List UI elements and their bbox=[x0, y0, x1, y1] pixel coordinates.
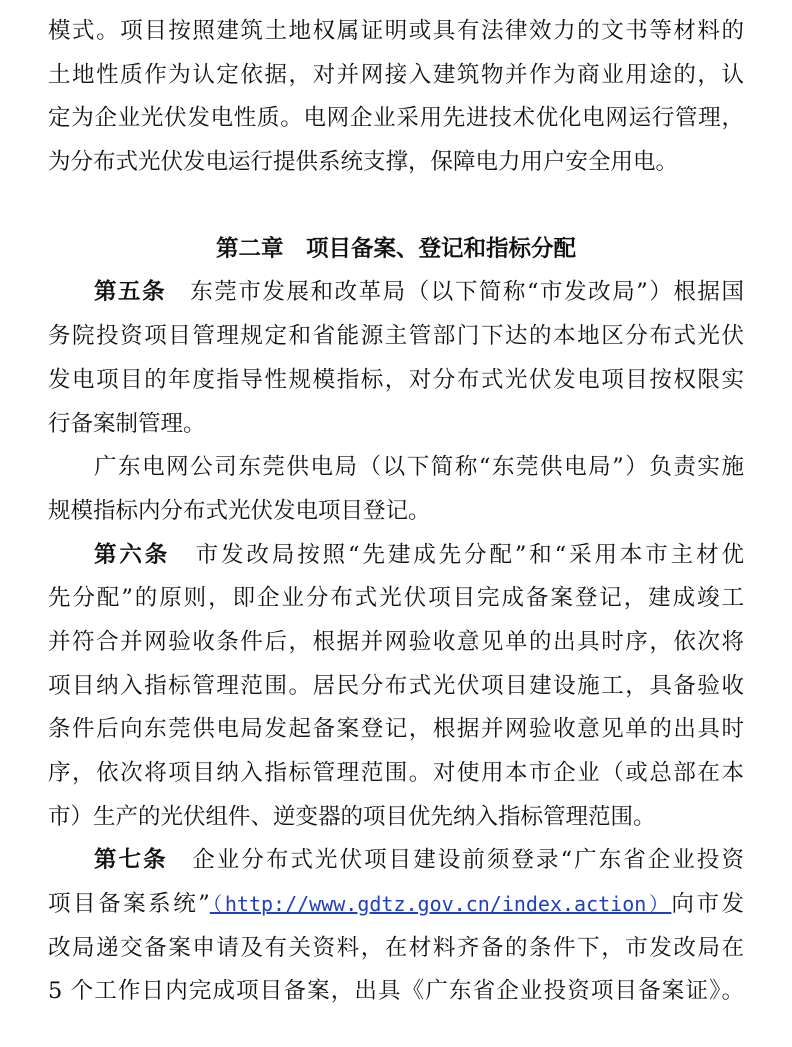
article-text: 市发改局按照“先建成先分配”和“采用本市主材优 bbox=[195, 541, 744, 568]
article-5 bbox=[48, 271, 744, 446]
text-line: 务院投资项目管理规定和省能源主管部门下达的本地区分布式光伏 bbox=[48, 323, 744, 350]
text-line: 改局递交备案申请及有关资料，在材料齐备的条件下，市发改局在 bbox=[48, 934, 744, 961]
article-text: 企业分布式光伏项目建设前须登录“广东省企业投资 bbox=[192, 847, 744, 874]
text-line: 并符合并网验收条件后，根据并网验收意见单的出具时序，依次将 bbox=[48, 628, 744, 655]
text-line bbox=[48, 883, 744, 927]
article-6 bbox=[48, 534, 744, 840]
text-line: 土地性质作为认定依据，对并网接入建筑物并作为商业用途的，认 bbox=[48, 61, 744, 88]
article-7 bbox=[48, 839, 744, 1014]
text-line: 5 个工作日内完成项目备案，出具《广东省企业投资项目备案证》。 bbox=[48, 978, 744, 1005]
text-line: 发电项目的年度指导性规模指标，对分布式光伏发电项目按权限实 bbox=[48, 366, 744, 393]
paragraph-intro bbox=[48, 10, 744, 185]
document-page bbox=[48, 10, 744, 1014]
text-line: 模式。项目按照建筑土地权属证明或具有法律效力的文书等材料的 bbox=[48, 18, 744, 44]
text-line: 规模指标内分布式光伏发电项目登记。 bbox=[48, 497, 431, 524]
article-label: 第七条 bbox=[94, 847, 168, 874]
article-label: 第六条 bbox=[94, 541, 171, 568]
text-line: 行备案制管理。 bbox=[48, 410, 206, 437]
text-line: 先分配”的原则，即企业分布式光伏项目完成备案登记，建成竣工 bbox=[48, 585, 744, 612]
text-segment: 向市发 bbox=[671, 891, 744, 918]
text-line: 为分布式光伏发电运行提供系统支撑，保障电力用户安全用电。 bbox=[48, 149, 679, 176]
text-line: 广东电网公司东莞供电局（以下简称“东莞供电局”）负责实施 bbox=[94, 454, 744, 481]
chapter-title: 第二章 项目备案、登记和指标分配 bbox=[215, 235, 576, 262]
system-url-link[interactable]: （http://www.gdtz.gov.cn/index.action） bbox=[209, 892, 672, 917]
text-line: 定为企业光伏发电性质。电网企业采用先进技术优化电网运行管理， bbox=[48, 105, 744, 132]
article-text: 东莞市发展和改革局（以下简称“市发改局”）根据国 bbox=[190, 279, 744, 306]
text-line: 项目纳入指标管理范围。居民分布式光伏项目建设施工，具备验收 bbox=[48, 672, 744, 699]
text-line: 市）生产的光伏组件、逆变器的项目优先纳入指标管理范围。 bbox=[48, 803, 656, 830]
text-line: 序，依次将项目纳入指标管理范围。对使用本市企业（或总部在本 bbox=[48, 760, 744, 786]
text-segment: 项目备案系统” bbox=[48, 891, 210, 918]
text-line bbox=[48, 271, 744, 315]
article-label: 第五条 bbox=[94, 279, 167, 306]
text-line bbox=[48, 534, 744, 578]
text-line bbox=[48, 839, 744, 883]
text-line: 条件后向东莞供电局发起备案登记，根据并网验收意见单的出具时 bbox=[48, 716, 744, 743]
paragraph-supply-bureau bbox=[48, 446, 744, 533]
spacer bbox=[48, 185, 744, 228]
